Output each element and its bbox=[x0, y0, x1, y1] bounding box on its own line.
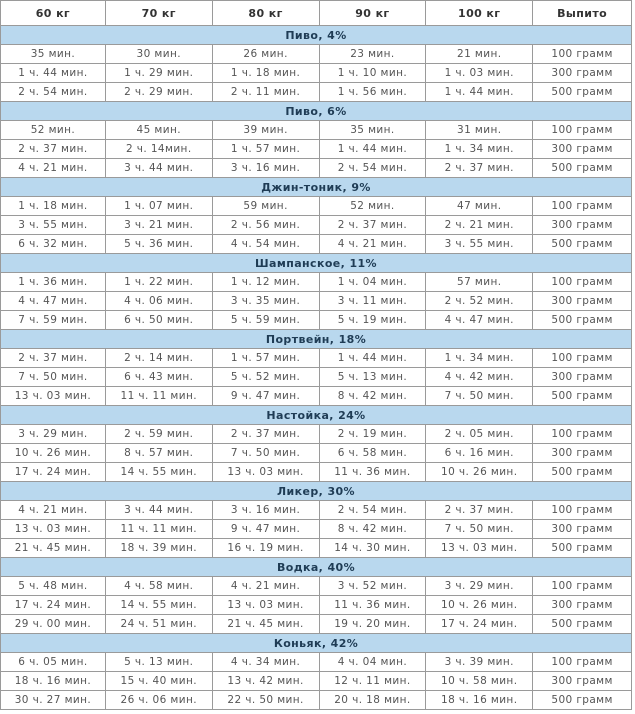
time-cell: 57 мин. bbox=[426, 273, 533, 292]
time-cell: 1 ч. 18 мин. bbox=[212, 64, 319, 83]
section-title: Портвейн, 18% bbox=[1, 330, 632, 349]
time-cell: 4 ч. 21 мин. bbox=[212, 577, 319, 596]
time-cell: 7 ч. 59 мин. bbox=[1, 311, 106, 330]
amount-cell: 100 грамм bbox=[533, 121, 632, 140]
column-header: 80 кг bbox=[212, 1, 319, 26]
time-cell: 31 мин. bbox=[426, 121, 533, 140]
amount-cell: 300 грамм bbox=[533, 596, 632, 615]
time-cell: 1 ч. 18 мин. bbox=[1, 197, 106, 216]
time-cell: 1 ч. 12 мин. bbox=[212, 273, 319, 292]
amount-cell: 100 грамм bbox=[533, 501, 632, 520]
time-cell: 4 ч. 47 мин. bbox=[1, 292, 106, 311]
amount-cell: 300 грамм bbox=[533, 368, 632, 387]
time-cell: 13 ч. 03 мин. bbox=[1, 387, 106, 406]
table-row bbox=[1, 121, 632, 140]
time-cell: 2 ч. 29 мин. bbox=[105, 83, 212, 102]
table-row bbox=[1, 577, 632, 596]
time-cell: 4 ч. 47 мин. bbox=[426, 311, 533, 330]
time-cell: 9 ч. 47 мин. bbox=[212, 387, 319, 406]
time-cell: 4 ч. 54 мин. bbox=[212, 235, 319, 254]
time-cell: 47 мин. bbox=[426, 197, 533, 216]
section-title: Настойка, 24% bbox=[1, 406, 632, 425]
column-header: 90 кг bbox=[319, 1, 426, 26]
time-cell: 6 ч. 32 мин. bbox=[1, 235, 106, 254]
time-cell: 13 ч. 03 мин. bbox=[1, 520, 106, 539]
column-header: 100 кг bbox=[426, 1, 533, 26]
time-cell: 30 ч. 27 мин. bbox=[1, 691, 106, 710]
time-cell: 11 ч. 36 мин. bbox=[319, 463, 426, 482]
table-row bbox=[1, 444, 632, 463]
amount-cell: 300 грамм bbox=[533, 444, 632, 463]
table-row bbox=[1, 349, 632, 368]
section-header-row bbox=[1, 330, 632, 349]
amount-cell: 500 грамм bbox=[533, 463, 632, 482]
time-cell: 14 ч. 30 мин. bbox=[319, 539, 426, 558]
time-cell: 2 ч. 37 мин. bbox=[426, 159, 533, 178]
time-cell: 1 ч. 57 мин. bbox=[212, 140, 319, 159]
amount-cell: 100 грамм bbox=[533, 349, 632, 368]
time-cell: 1 ч. 34 мин. bbox=[426, 349, 533, 368]
amount-cell: 100 грамм bbox=[533, 425, 632, 444]
section-header-row bbox=[1, 102, 632, 121]
section-header-row bbox=[1, 26, 632, 45]
time-cell: 2 ч. 56 мин. bbox=[212, 216, 319, 235]
table-row bbox=[1, 216, 632, 235]
time-cell: 3 ч. 55 мин. bbox=[1, 216, 106, 235]
time-cell: 35 мин. bbox=[1, 45, 106, 64]
table-row bbox=[1, 45, 632, 64]
time-cell: 13 ч. 03 мин. bbox=[212, 463, 319, 482]
amount-cell: 100 грамм bbox=[533, 653, 632, 672]
time-cell: 26 мин. bbox=[212, 45, 319, 64]
time-cell: 4 ч. 04 мин. bbox=[319, 653, 426, 672]
time-cell: 10 ч. 26 мин. bbox=[1, 444, 106, 463]
table-row bbox=[1, 387, 632, 406]
column-header: 70 кг bbox=[105, 1, 212, 26]
amount-cell: 500 грамм bbox=[533, 691, 632, 710]
time-cell: 10 ч. 58 мин. bbox=[426, 672, 533, 691]
table-row bbox=[1, 463, 632, 482]
time-cell: 13 ч. 42 мин. bbox=[212, 672, 319, 691]
time-cell: 5 ч. 19 мин. bbox=[319, 311, 426, 330]
time-cell: 30 мин. bbox=[105, 45, 212, 64]
time-cell: 3 ч. 11 мин. bbox=[319, 292, 426, 311]
time-cell: 5 ч. 36 мин. bbox=[105, 235, 212, 254]
time-cell: 1 ч. 56 мин. bbox=[319, 83, 426, 102]
time-cell: 11 ч. 11 мин. bbox=[105, 387, 212, 406]
time-cell: 2 ч. 05 мин. bbox=[426, 425, 533, 444]
time-cell: 1 ч. 04 мин. bbox=[319, 273, 426, 292]
time-cell: 2 ч. 37 мин. bbox=[319, 216, 426, 235]
time-cell: 6 ч. 05 мин. bbox=[1, 653, 106, 672]
amount-cell: 500 грамм bbox=[533, 83, 632, 102]
amount-cell: 300 грамм bbox=[533, 520, 632, 539]
time-cell: 4 ч. 06 мин. bbox=[105, 292, 212, 311]
table-body bbox=[1, 26, 632, 710]
time-cell: 6 ч. 43 мин. bbox=[105, 368, 212, 387]
time-cell: 29 ч. 00 мин. bbox=[1, 615, 106, 634]
time-cell: 52 мин. bbox=[319, 197, 426, 216]
section-header-row bbox=[1, 482, 632, 501]
time-cell: 22 ч. 50 мин. bbox=[212, 691, 319, 710]
time-cell: 2 ч. 14 мин. bbox=[105, 349, 212, 368]
table-row bbox=[1, 520, 632, 539]
time-cell: 2 ч. 37 мин. bbox=[212, 425, 319, 444]
time-cell: 2 ч. 21 мин. bbox=[426, 216, 533, 235]
section-header-row bbox=[1, 178, 632, 197]
time-cell: 4 ч. 21 мин. bbox=[1, 159, 106, 178]
time-cell: 5 ч. 13 мин. bbox=[105, 653, 212, 672]
time-cell: 35 мин. bbox=[319, 121, 426, 140]
amount-cell: 500 грамм bbox=[533, 387, 632, 406]
section-title: Водка, 40% bbox=[1, 558, 632, 577]
time-cell: 12 ч. 11 мин. bbox=[319, 672, 426, 691]
time-cell: 14 ч. 55 мин. bbox=[105, 596, 212, 615]
time-cell: 3 ч. 16 мин. bbox=[212, 501, 319, 520]
time-cell: 52 мин. bbox=[1, 121, 106, 140]
section-title: Шампанское, 11% bbox=[1, 254, 632, 273]
time-cell: 1 ч. 44 мин. bbox=[319, 349, 426, 368]
time-cell: 20 ч. 18 мин. bbox=[319, 691, 426, 710]
time-cell: 11 ч. 11 мин. bbox=[105, 520, 212, 539]
table-row bbox=[1, 273, 632, 292]
column-header: Выпито bbox=[533, 1, 632, 26]
time-cell: 3 ч. 16 мин. bbox=[212, 159, 319, 178]
table-row bbox=[1, 64, 632, 83]
time-cell: 4 ч. 21 мин. bbox=[1, 501, 106, 520]
time-cell: 14 ч. 55 мин. bbox=[105, 463, 212, 482]
time-cell: 3 ч. 29 мин. bbox=[1, 425, 106, 444]
time-cell: 21 ч. 45 мин. bbox=[212, 615, 319, 634]
time-cell: 4 ч. 21 мин. bbox=[319, 235, 426, 254]
time-cell: 2 ч. 54 мин. bbox=[319, 159, 426, 178]
time-cell: 2 ч. 54 мин. bbox=[319, 501, 426, 520]
amount-cell: 500 грамм bbox=[533, 235, 632, 254]
time-cell: 5 ч. 52 мин. bbox=[212, 368, 319, 387]
time-cell: 2 ч. 52 мин. bbox=[426, 292, 533, 311]
time-cell: 4 ч. 34 мин. bbox=[212, 653, 319, 672]
time-cell: 2 ч. 54 мин. bbox=[1, 83, 106, 102]
time-cell: 3 ч. 35 мин. bbox=[212, 292, 319, 311]
time-cell: 26 ч. 06 мин. bbox=[105, 691, 212, 710]
time-cell: 1 ч. 22 мин. bbox=[105, 273, 212, 292]
time-cell: 8 ч. 57 мин. bbox=[105, 444, 212, 463]
time-cell: 7 ч. 50 мин. bbox=[212, 444, 319, 463]
table-row bbox=[1, 292, 632, 311]
amount-cell: 500 грамм bbox=[533, 539, 632, 558]
table-row bbox=[1, 140, 632, 159]
time-cell: 5 ч. 59 мин. bbox=[212, 311, 319, 330]
time-cell: 1 ч. 03 мин. bbox=[426, 64, 533, 83]
time-cell: 18 ч. 16 мин. bbox=[426, 691, 533, 710]
time-cell: 1 ч. 44 мин. bbox=[319, 140, 426, 159]
header-row bbox=[1, 1, 632, 26]
time-cell: 5 ч. 13 мин. bbox=[319, 368, 426, 387]
time-cell: 19 ч. 20 мин. bbox=[319, 615, 426, 634]
time-cell: 1 ч. 10 мин. bbox=[319, 64, 426, 83]
time-cell: 1 ч. 44 мин. bbox=[426, 83, 533, 102]
time-cell: 39 мин. bbox=[212, 121, 319, 140]
time-cell: 18 ч. 39 мин. bbox=[105, 539, 212, 558]
time-cell: 2 ч. 14мин. bbox=[105, 140, 212, 159]
table-row bbox=[1, 159, 632, 178]
time-cell: 3 ч. 21 мин. bbox=[105, 216, 212, 235]
time-cell: 2 ч. 37 мин. bbox=[1, 349, 106, 368]
table-row bbox=[1, 368, 632, 387]
time-cell: 6 ч. 58 мин. bbox=[319, 444, 426, 463]
time-cell: 3 ч. 44 мин. bbox=[105, 501, 212, 520]
section-title: Джин-тоник, 9% bbox=[1, 178, 632, 197]
time-cell: 23 мин. bbox=[319, 45, 426, 64]
table-row bbox=[1, 311, 632, 330]
time-cell: 17 ч. 24 мин. bbox=[1, 596, 106, 615]
section-header-row bbox=[1, 254, 632, 273]
time-cell: 5 ч. 48 мин. bbox=[1, 577, 106, 596]
time-cell: 17 ч. 24 мин. bbox=[1, 463, 106, 482]
amount-cell: 500 грамм bbox=[533, 615, 632, 634]
amount-cell: 300 грамм bbox=[533, 140, 632, 159]
table-row bbox=[1, 425, 632, 444]
time-cell: 7 ч. 50 мин. bbox=[426, 520, 533, 539]
time-cell: 21 мин. bbox=[426, 45, 533, 64]
time-cell: 1 ч. 34 мин. bbox=[426, 140, 533, 159]
time-cell: 6 ч. 16 мин. bbox=[426, 444, 533, 463]
time-cell: 4 ч. 58 мин. bbox=[105, 577, 212, 596]
amount-cell: 500 грамм bbox=[533, 159, 632, 178]
table-row bbox=[1, 501, 632, 520]
time-cell: 7 ч. 50 мин. bbox=[1, 368, 106, 387]
column-header: 60 кг bbox=[1, 1, 106, 26]
table-row bbox=[1, 596, 632, 615]
time-cell: 16 ч. 19 мин. bbox=[212, 539, 319, 558]
amount-cell: 100 грамм bbox=[533, 197, 632, 216]
time-cell: 4 ч. 42 мин. bbox=[426, 368, 533, 387]
time-cell: 13 ч. 03 мин. bbox=[212, 596, 319, 615]
amount-cell: 300 грамм bbox=[533, 64, 632, 83]
time-cell: 10 ч. 26 мин. bbox=[426, 463, 533, 482]
time-cell: 2 ч. 11 мин. bbox=[212, 83, 319, 102]
table-row bbox=[1, 653, 632, 672]
time-cell: 8 ч. 42 мин. bbox=[319, 520, 426, 539]
section-title: Пиво, 6% bbox=[1, 102, 632, 121]
time-cell: 2 ч. 37 мин. bbox=[1, 140, 106, 159]
section-title: Пиво, 4% bbox=[1, 26, 632, 45]
amount-cell: 100 грамм bbox=[533, 273, 632, 292]
time-cell: 2 ч. 37 мин. bbox=[426, 501, 533, 520]
time-cell: 18 ч. 16 мин. bbox=[1, 672, 106, 691]
time-cell: 17 ч. 24 мин. bbox=[426, 615, 533, 634]
amount-cell: 300 грамм bbox=[533, 216, 632, 235]
table-row bbox=[1, 539, 632, 558]
time-cell: 1 ч. 57 мин. bbox=[212, 349, 319, 368]
time-cell: 3 ч. 52 мин. bbox=[319, 577, 426, 596]
time-cell: 59 мин. bbox=[212, 197, 319, 216]
time-cell: 9 ч. 47 мин. bbox=[212, 520, 319, 539]
table-row bbox=[1, 691, 632, 710]
time-cell: 13 ч. 03 мин. bbox=[426, 539, 533, 558]
table-row bbox=[1, 615, 632, 634]
table-row bbox=[1, 83, 632, 102]
time-cell: 1 ч. 36 мин. bbox=[1, 273, 106, 292]
table-row bbox=[1, 672, 632, 691]
time-cell: 1 ч. 07 мин. bbox=[105, 197, 212, 216]
time-cell: 8 ч. 42 мин. bbox=[319, 387, 426, 406]
time-cell: 3 ч. 55 мин. bbox=[426, 235, 533, 254]
section-title: Коньяк, 42% bbox=[1, 634, 632, 653]
time-cell: 3 ч. 29 мин. bbox=[426, 577, 533, 596]
time-cell: 2 ч. 19 мин. bbox=[319, 425, 426, 444]
time-cell: 10 ч. 26 мин. bbox=[426, 596, 533, 615]
section-title: Ликер, 30% bbox=[1, 482, 632, 501]
time-cell: 3 ч. 39 мин. bbox=[426, 653, 533, 672]
section-header-row bbox=[1, 634, 632, 653]
section-header-row bbox=[1, 558, 632, 577]
amount-cell: 500 грамм bbox=[533, 311, 632, 330]
time-cell: 45 мин. bbox=[105, 121, 212, 140]
time-cell: 1 ч. 44 мин. bbox=[1, 64, 106, 83]
time-cell: 11 ч. 36 мин. bbox=[319, 596, 426, 615]
amount-cell: 100 грамм bbox=[533, 45, 632, 64]
time-cell: 1 ч. 29 мин. bbox=[105, 64, 212, 83]
amount-cell: 300 грамм bbox=[533, 292, 632, 311]
time-cell: 21 ч. 45 мин. bbox=[1, 539, 106, 558]
amount-cell: 100 грамм bbox=[533, 577, 632, 596]
section-header-row bbox=[1, 406, 632, 425]
time-cell: 7 ч. 50 мин. bbox=[426, 387, 533, 406]
time-cell: 2 ч. 59 мин. bbox=[105, 425, 212, 444]
time-cell: 24 ч. 51 мин. bbox=[105, 615, 212, 634]
time-cell: 6 ч. 50 мин. bbox=[105, 311, 212, 330]
time-cell: 15 ч. 40 мин. bbox=[105, 672, 212, 691]
amount-cell: 300 грамм bbox=[533, 672, 632, 691]
time-cell: 3 ч. 44 мин. bbox=[105, 159, 212, 178]
table-row bbox=[1, 235, 632, 254]
table-row bbox=[1, 197, 632, 216]
